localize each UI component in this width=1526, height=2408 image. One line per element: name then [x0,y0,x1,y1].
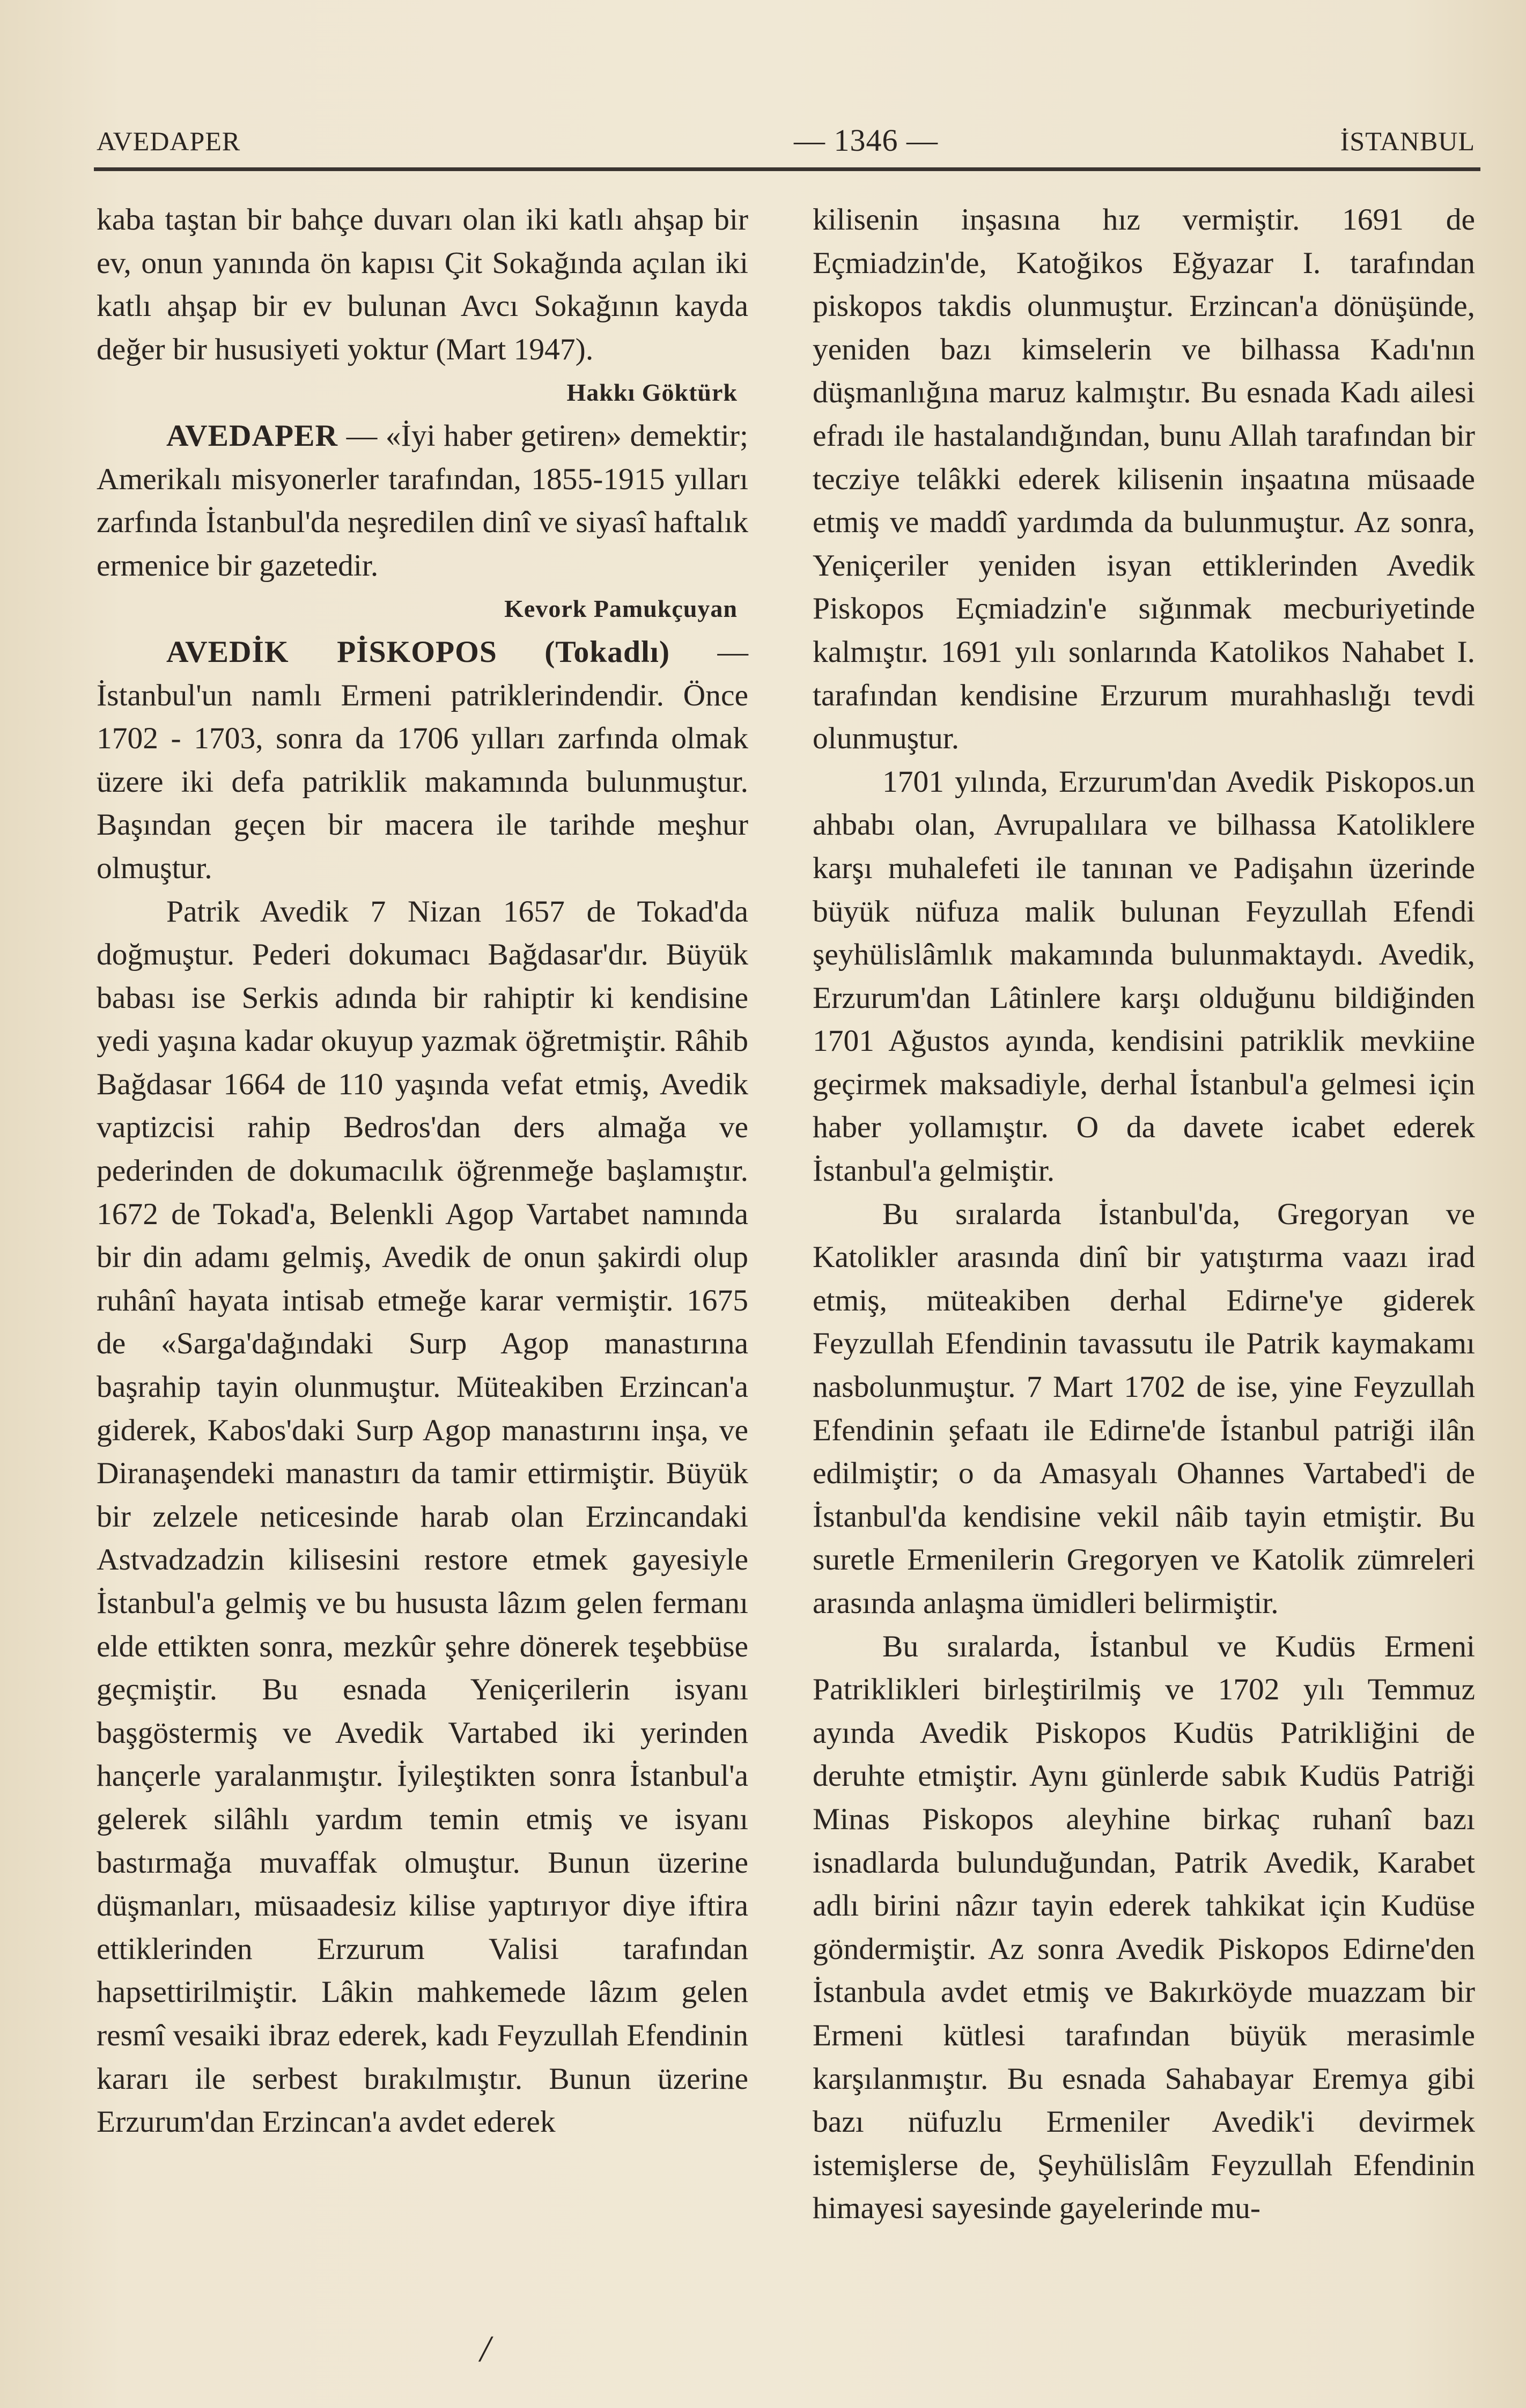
entry-avedik [97,631,748,890]
entry-avedaper-head: AVEDAPER [166,418,338,453]
right-paragraph-2: 1701 yılında, Erzurum'dan Avedik Piskopos.un ahbabı olan, Avrupalılara ve bilhassa Katoliklere karşı muhalefeti ile tanınan ve Padişahın üzerinde büyük nüfuza malik bulunan Feyzullah Efendi şeyhülislâmlık makamında bulunmaktaydı. Avedik, Erzurum'dan Lâtinlere karşı olduğunu bildiğinden 1701 Ağustos ayında, kendisini patriklik mevkiine geçirmek maksadiyle, derhal İstanbul'a gelmesi için haber yollamıştır. O da davete icabet ederek İstanbul'a gelmiştir. [813,764,1475,1188]
right-paragraph-4: Bu sıralarda, İstanbul ve Kudüs Ermeni Patriklikleri birleştirilmiş ve 1702 yılı Temmuz ayında Avedik Piskopos Kudüs Patrikliğini de deruhte etmiştir. Aynı günlerde sabık Kudüs Patriği Minas Piskopos aleyhine birkaç ruhanî bazı isnadlarda bulunduğundan, Patrik Avedik, Karabet adlı birini nâzır tayin ederek tahkikat için Kudüse göndermiştir. Az sonra Avedik Piskopos Edirne'den İstanbula avdet etmiş ve Bakırköyde muazzam bir Ermeni kütlesi tarafından büyük merasimle karşılanmıştır. Bu esnada Sahabayar Eremya gibi bazı nüfuzlu Ermeniler Avedik'i devirmek istemişlerse de, Şeyhülislâm Feyzullah Efendinin himayesi sayesinde gayelerinde mu- [813,1629,1475,2226]
intro-paragraph: kaba taştan bir bahçe duvarı olan iki katlı ahşap bir ev, onun yanında ön kapısı Çit Sokağında açılan iki katlı ahşap bir ev bulunan Avcı Sokağının kayda değer bir hususiyeti yoktur (Mart 1947). [97,203,748,366]
page-header [97,119,1475,162]
author-signature-1: Hakkı Göktürk [566,379,738,407]
running-head-right: İSTANBUL [1340,126,1475,156]
running-head-left: AVEDAPER [97,126,241,156]
left-paragraph-2: Patrik Avedik 7 Nizan 1657 de Tokad'da doğmuştur. Pederi dokumacı Bağdasar'dır. Büyük babası ise Serkis adında bir rahiptir ki kendisine yedi yaşına kadar okuyup yazmak öğretmiştir. Râhib Bağdasar 1664 de 110 yaşında vefat etmiş, Avedik vaptizcisi rahip Bedros'dan ders almağa ve pederinden de dokumacılık öğrenmeğe başlamıştır. 1672 de Tokad'a, Belenkli Agop Vartabet namında bir din adamı gelmiş, Avedik de onun şakirdi olup ruhânî hayata intisab etmeğe karar vermiştir. 1675 de «Sarga'dağındaki Surp Agop manastırına başrahip tayin olunmuştur. Müteakiben Erzincan'a giderek, Kabos'daki Surp Agop manastırını inşa, ve Diranaşendeki manastırı da tamir ettirmiştir. Büyük bir zelzele neticesinde harab olan Erzincandaki Astvadzadzin kilisesini restore etmek gayesiyle İstanbul'a gelmiş ve bu hususta lâzım gelen fermanı elde ettikten sonra, mezkûr şehre dönerek teşebbüse geçmiştir. Bu esnada Yeniçerilerin isyanı başgöstermiş ve Avedik Vartabed iki yerinden hançerle yaralanmıştır. İyileştikten sonra İstanbul'a gelerek silâhlı yardım temin etmiş ve isyanı bastırmağa muvaffak olmuştur. Bunun üzerine düşmanları, müsaadesiz kilise yaptırıyor diye iftira ettiklerinden Erzurum Valisi tarafından hapsettirilmiştir. Lâkin mahkemede lâzım gelen resmî vesaiki ibraz ederek, kadı Feyzullah Efendinin kararı ile serbest bırakılmıştır. Bunun üzerine Erzurum'dan Erzincan'a avdet ederek [97,894,748,2139]
right-column [813,198,1475,2230]
entry-avedaper [97,415,748,587]
entry-avedaper-body: — «İyi haber getiren» demektir; Amerikalı misyonerler tarafından, 1855-1915 yılları zarfında İstanbul'da neşredilen dinî ve siyasî haftalık ermenice bir gazetedir. [97,418,749,583]
right-paragraph-3: Bu sıralarda İstanbul'da, Gregoryan ve Katolikler arasında dinî bir yatıştırma vaazı irad etmiş, müteakiben derhal Edirne'ye giderek Feyzullah Efendinin tavassutu ile Patrik kaymakamı nasbolunmuştur. 7 Mart 1702 de ise, yine Feyzullah Efendinin şefaatı ile Edirne'de İstanbul patriği ilân edilmiştir; o da Amasyalı Ohannes Vartabed'i de İstanbul'da kendisine vekil nâib tayin etmiştir. Bu suretle Ermenilerin Gregoryen ve Katolik zümreleri arasında anlaşma ümidleri belirmiştir. [813,1197,1475,1620]
stray-pen-mark: / [480,2329,491,2370]
page-number: — 1346 — [794,123,938,158]
right-paragraph-1: kilisenin inşasına hız vermiştir. 1691 de Eçmiadzin'de, Katoğikos Eğyazar I. tarafından piskopos takdis olunmuştur. Erzincan'a dönüşünde, yeniden bazı kimselerin ve bilhassa Kadı'nın düşmanlığına maruz kalmıştır. Bu esnada Kadı ailesi efradı ile hastalandığından, bunu Allah tarafından bir tecziye telâkki ederek kilisenin inşaatına müsaade etmiş ve maddî yardımda da bulunmuştur. Az sonra, Yeniçeriler yeniden isyan ettiklerinden Avedik Piskopos Eçmiadzin'e sığınmak mecburiyetinde kalmıştır. 1691 yılı sonlarında Katolikos Nahabet I. tarafından kendisine Erzurum murahhaslığı tevdi olunmuştur. [813,203,1475,756]
entry-avedik-body: — İstanbul'un namlı Ermeni patriklerindendir. Önce 1702 - 1703, sonra da 1706 yılları zarfında olmak üzere iki defa patriklik makamında bulunmuştur. Başından geçen bir macera ile tarihde meşhur olmuştur. [97,635,749,885]
header-rule [94,167,1480,171]
left-column [97,198,748,2144]
entry-avedik-head-tail: (Tokadlı) [544,635,670,669]
entry-avedik-head: AVEDİK PİSKOPOS [166,635,497,669]
author-signature-2: Kevork Pamukçuyan [504,595,738,623]
